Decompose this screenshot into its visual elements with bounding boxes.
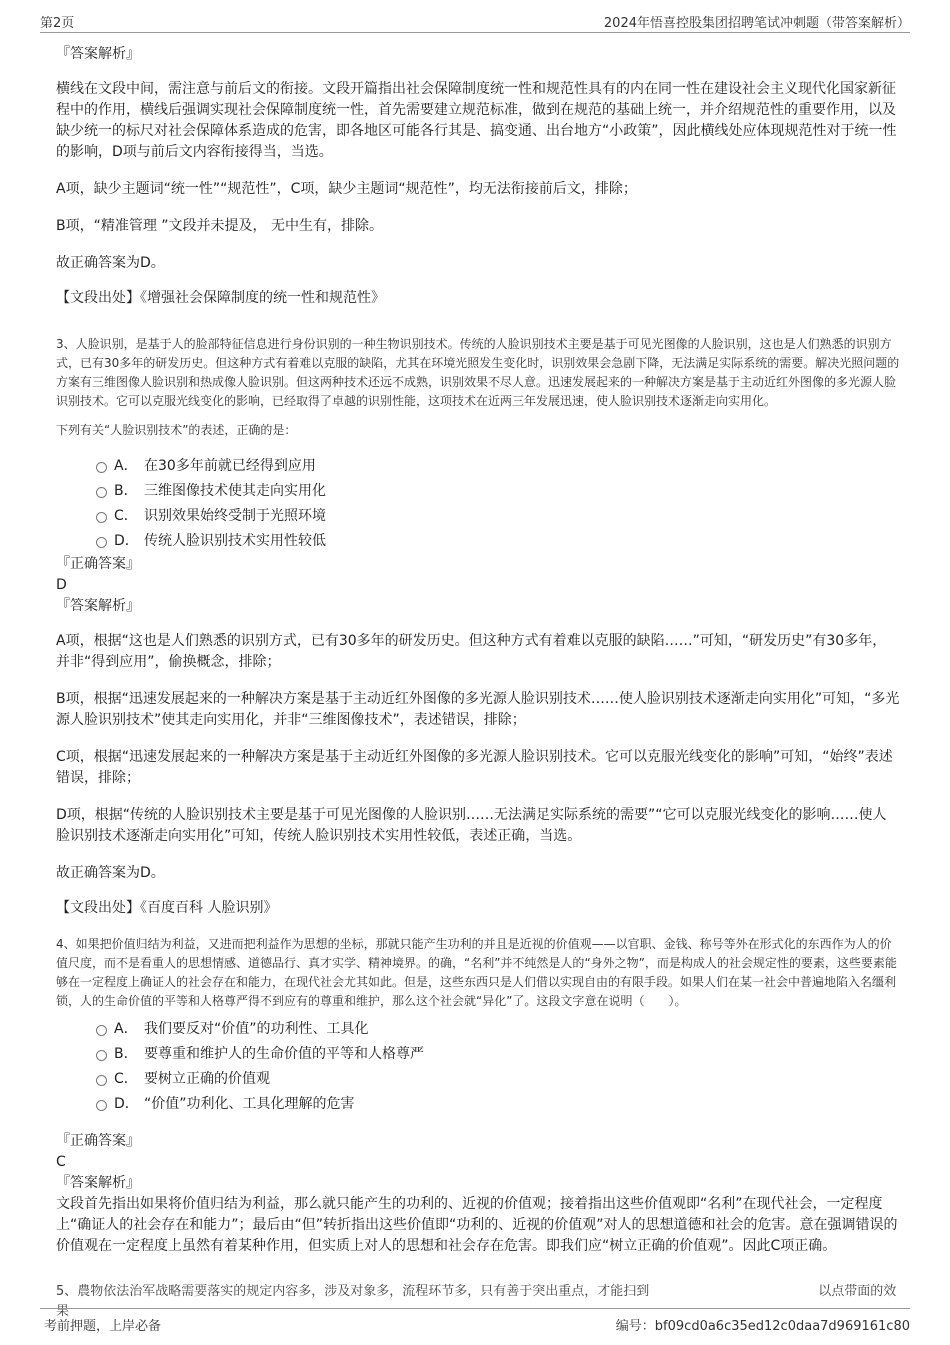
q3-answer: D [56,577,67,593]
page-header [40,10,910,33]
q4-option-c[interactable] [96,1067,900,1092]
q3-analysis-c: C项，根据“迅速发展起来的一种解决方案是基于主动近红外图像的多光源人脸识别技术。它可以克服光线变化的影响”可知，“始终”表述错误，排除； [56,749,893,786]
page-footer [40,1308,910,1335]
option-text: 在30多年前就已经得到应用 [144,458,316,474]
option-letter: B． [114,483,138,499]
radio-icon[interactable] [96,462,107,473]
q3-analysis-label: 『答案解析』 [56,598,140,614]
q4-option-d[interactable] [96,1092,900,1117]
footer-slogan: 考前押题，上岸必备 [44,1319,162,1334]
option-letter: A． [114,458,138,474]
q3-stem: 3、人脸识别，是基于人的脸部特征信息进行身份识别的一种生物识别技术。传统的人脸识别技术主要是基于可见光图像的人脸识别，这也是人们熟悉的识别方式，已有30多年的研发历史。但这种方式有着难以克服的缺陷，尤其在环境光照发生变化时，识别效果会急剧下降，无法满足实际系统的需要。解决光照问题的方案有三维图像人脸识别和热成像人脸识别。但这两种技术还远不成熟，识别效果不尽人意。迅速发展起来的一种解决方案是基于主动近红外图像的多光源人脸识别技术。它可以克服光线变化的影响，已经取得了卓越的识别性能，这项技术在近两三年发展迅速，使人脸识别技术逐渐走向实用化。 [56,337,900,408]
q3-analysis-b: B项，根据“迅速发展起来的一种解决方案是基于主动近红外图像的多光源人脸识别技术……使人脸识别技术逐渐走向实用化”可知，“多光源人脸识别技术”使其走向实用化，并非“三维图像技术”，表述错误，排除； [56,691,900,728]
option-letter: A． [114,1021,138,1037]
q3-question: 下列有关“人脸识别技术”的表述，正确的是： [56,423,297,437]
q3-answer-label: 『正确答案』 [56,556,140,572]
q2-analysis-main: 横线在文段中间，需注意与前后文的衔接。文段开篇指出社会保障制度统一性和规范性具有的内在同一性在建设社会主义现代化国家新征程中的作用，横线后强调实现社会保障制度统一性，首先需要建立规范标准，做到在规范的基础上统一，并介绍规范性的重要作用，以及缺少统一的标尺对社会保障体系造成的危害，即各地区可能各行其是、搞变通、出台地方“小政策”，因此横线处应体现规范性对于统一性的影响，D项与前后文内容衔接得当，当选。 [56,81,897,160]
radio-icon[interactable] [96,1100,107,1111]
q3-options [96,454,900,554]
q4-options [96,1017,900,1117]
option-letter: B． [114,1046,138,1062]
option-letter: C． [114,508,138,524]
q4-answer-label: 『正确答案』 [56,1133,140,1149]
page-number: 第2页 [40,16,75,31]
q5-cutoff-text [56,1284,900,1319]
q4-stem: 4、如果把价值归结为利益，又进而把利益作为思想的坐标，那就只能产生功利的并且是近视的价值观——以官职、金钱、称号等外在形式化的东西作为人的价值尺度，而不是看重人的思想情感、道德品行、真才实学、精神境界。的确，“名利”并不纯然是人的“身外之物”，而是构成人的社会规定性的要素，这些要素能够在一定程度上确证人的社会存在和能力，在现代社会尤其如此。但是，这些东西只是人们借以实现自由的有限手段。如果人们在某一社会中普遍地陷入名缰利锁，人的生命价值的平等和人格尊严得不到应有的尊重和维护，那么这个社会就“异化”了。这段文字意在说明（ ）。 [56,937,897,1008]
radio-icon[interactable] [96,487,107,498]
document-body [56,44,900,1257]
option-letter: D． [114,1096,139,1112]
q4-analysis: 文段首先指出如果将价值归结为利益，那么就只能产生的功利的、近视的价值观；接着指出这些价值观即“名利”在现代社会，一定程度上“确证人的社会存在和能力”；最后由“但”转折指出这些价值即“功利的、近视的价值观”对人的思想道德和社会的危害。意在强调错误的价值观在一定程度上虽然有着某种作用，但实质上对人的思想和社会存在危害。即我们应“树立正确的价值观”。因此C项正确。 [56,1196,898,1254]
option-letter: C． [114,1071,138,1087]
q4-answer: C [56,1154,66,1170]
q3-option-d[interactable] [96,529,900,554]
option-text: “价值”功利化、工具化理解的危害 [144,1096,355,1112]
q3-source: 【文段出处】《百度百科 人脸识别》 [56,900,278,916]
q4-analysis-label: 『答案解析』 [56,1175,140,1191]
radio-icon[interactable] [96,1050,107,1061]
q3-conclusion: 故正确答案为D。 [56,865,165,881]
q5-partial-stem: 5、農物依法治军战略需要落实的规定内容多，涉及对象多，流程环节多，只有善于突出重点，才能扫到 以点带面的效果 [56,1284,897,1319]
question-4-section [56,935,900,1257]
document-code: 编号：bf09cd0a6c35ed12c0daa7d969161c80 [615,1319,910,1334]
option-text: 三维图像技术使其走向实用化 [144,483,326,499]
question-3-section [56,335,900,919]
question-2-section [56,44,900,309]
q3-option-b[interactable] [96,479,900,504]
option-text: 传统人脸识别技术实用性较低 [144,533,326,549]
radio-icon[interactable] [96,1075,107,1086]
q3-option-a[interactable] [96,454,900,479]
q3-analysis-a: A项，根据“这也是人们熟悉的识别方式，已有30多年的研发历史。但这种方式有着难以克服的缺陷……”可知，“研发历史”有30多年，并非“得到应用”，偷换概念，排除； [56,633,887,670]
q2-analysis-b: B项，“精准管理 ”文段并未提及， 无中生有，排除。 [56,218,384,234]
q2-conclusion: 故正确答案为D。 [56,255,165,271]
q3-option-c[interactable] [96,504,900,529]
radio-icon[interactable] [96,537,107,548]
q2-source: 【文段出处】《增强社会保障制度的统一性和规范性》 [56,290,385,306]
option-text: 要树立正确的价值观 [144,1071,270,1087]
q4-option-a[interactable] [96,1017,900,1042]
option-text: 要尊重和维护人的生命价值的平等和人格尊严 [144,1046,424,1062]
q3-analysis-d: D项，根据“传统的人脸识别技术主要是基于可见光图像的人脸识别……无法满足实际系统的需要”“它可以克服光线变化的影响……使人脸识别技术逐渐走向实用化”可知，传统人脸识别技术实用性较低，表述正确，当选。 [56,807,887,844]
q4-option-b[interactable] [96,1042,900,1067]
q2-analysis-label: 『答案解析』 [56,46,140,62]
radio-icon[interactable] [96,1025,107,1036]
q2-analysis-a: A项，缺少主题词“统一性”“规范性”，C项，缺少主题词“规范性”，均无法衔接前后文，排除； [56,181,637,197]
option-text: 识别效果始终受制于光照环境 [144,508,326,524]
option-text: 我们要反对“价值”的功利性、工具化 [144,1021,369,1037]
document-title: 2024年悟喜控股集团招聘笔试冲刺题（带答案解析） [603,16,910,31]
option-letter: D． [114,533,139,549]
radio-icon[interactable] [96,512,107,523]
